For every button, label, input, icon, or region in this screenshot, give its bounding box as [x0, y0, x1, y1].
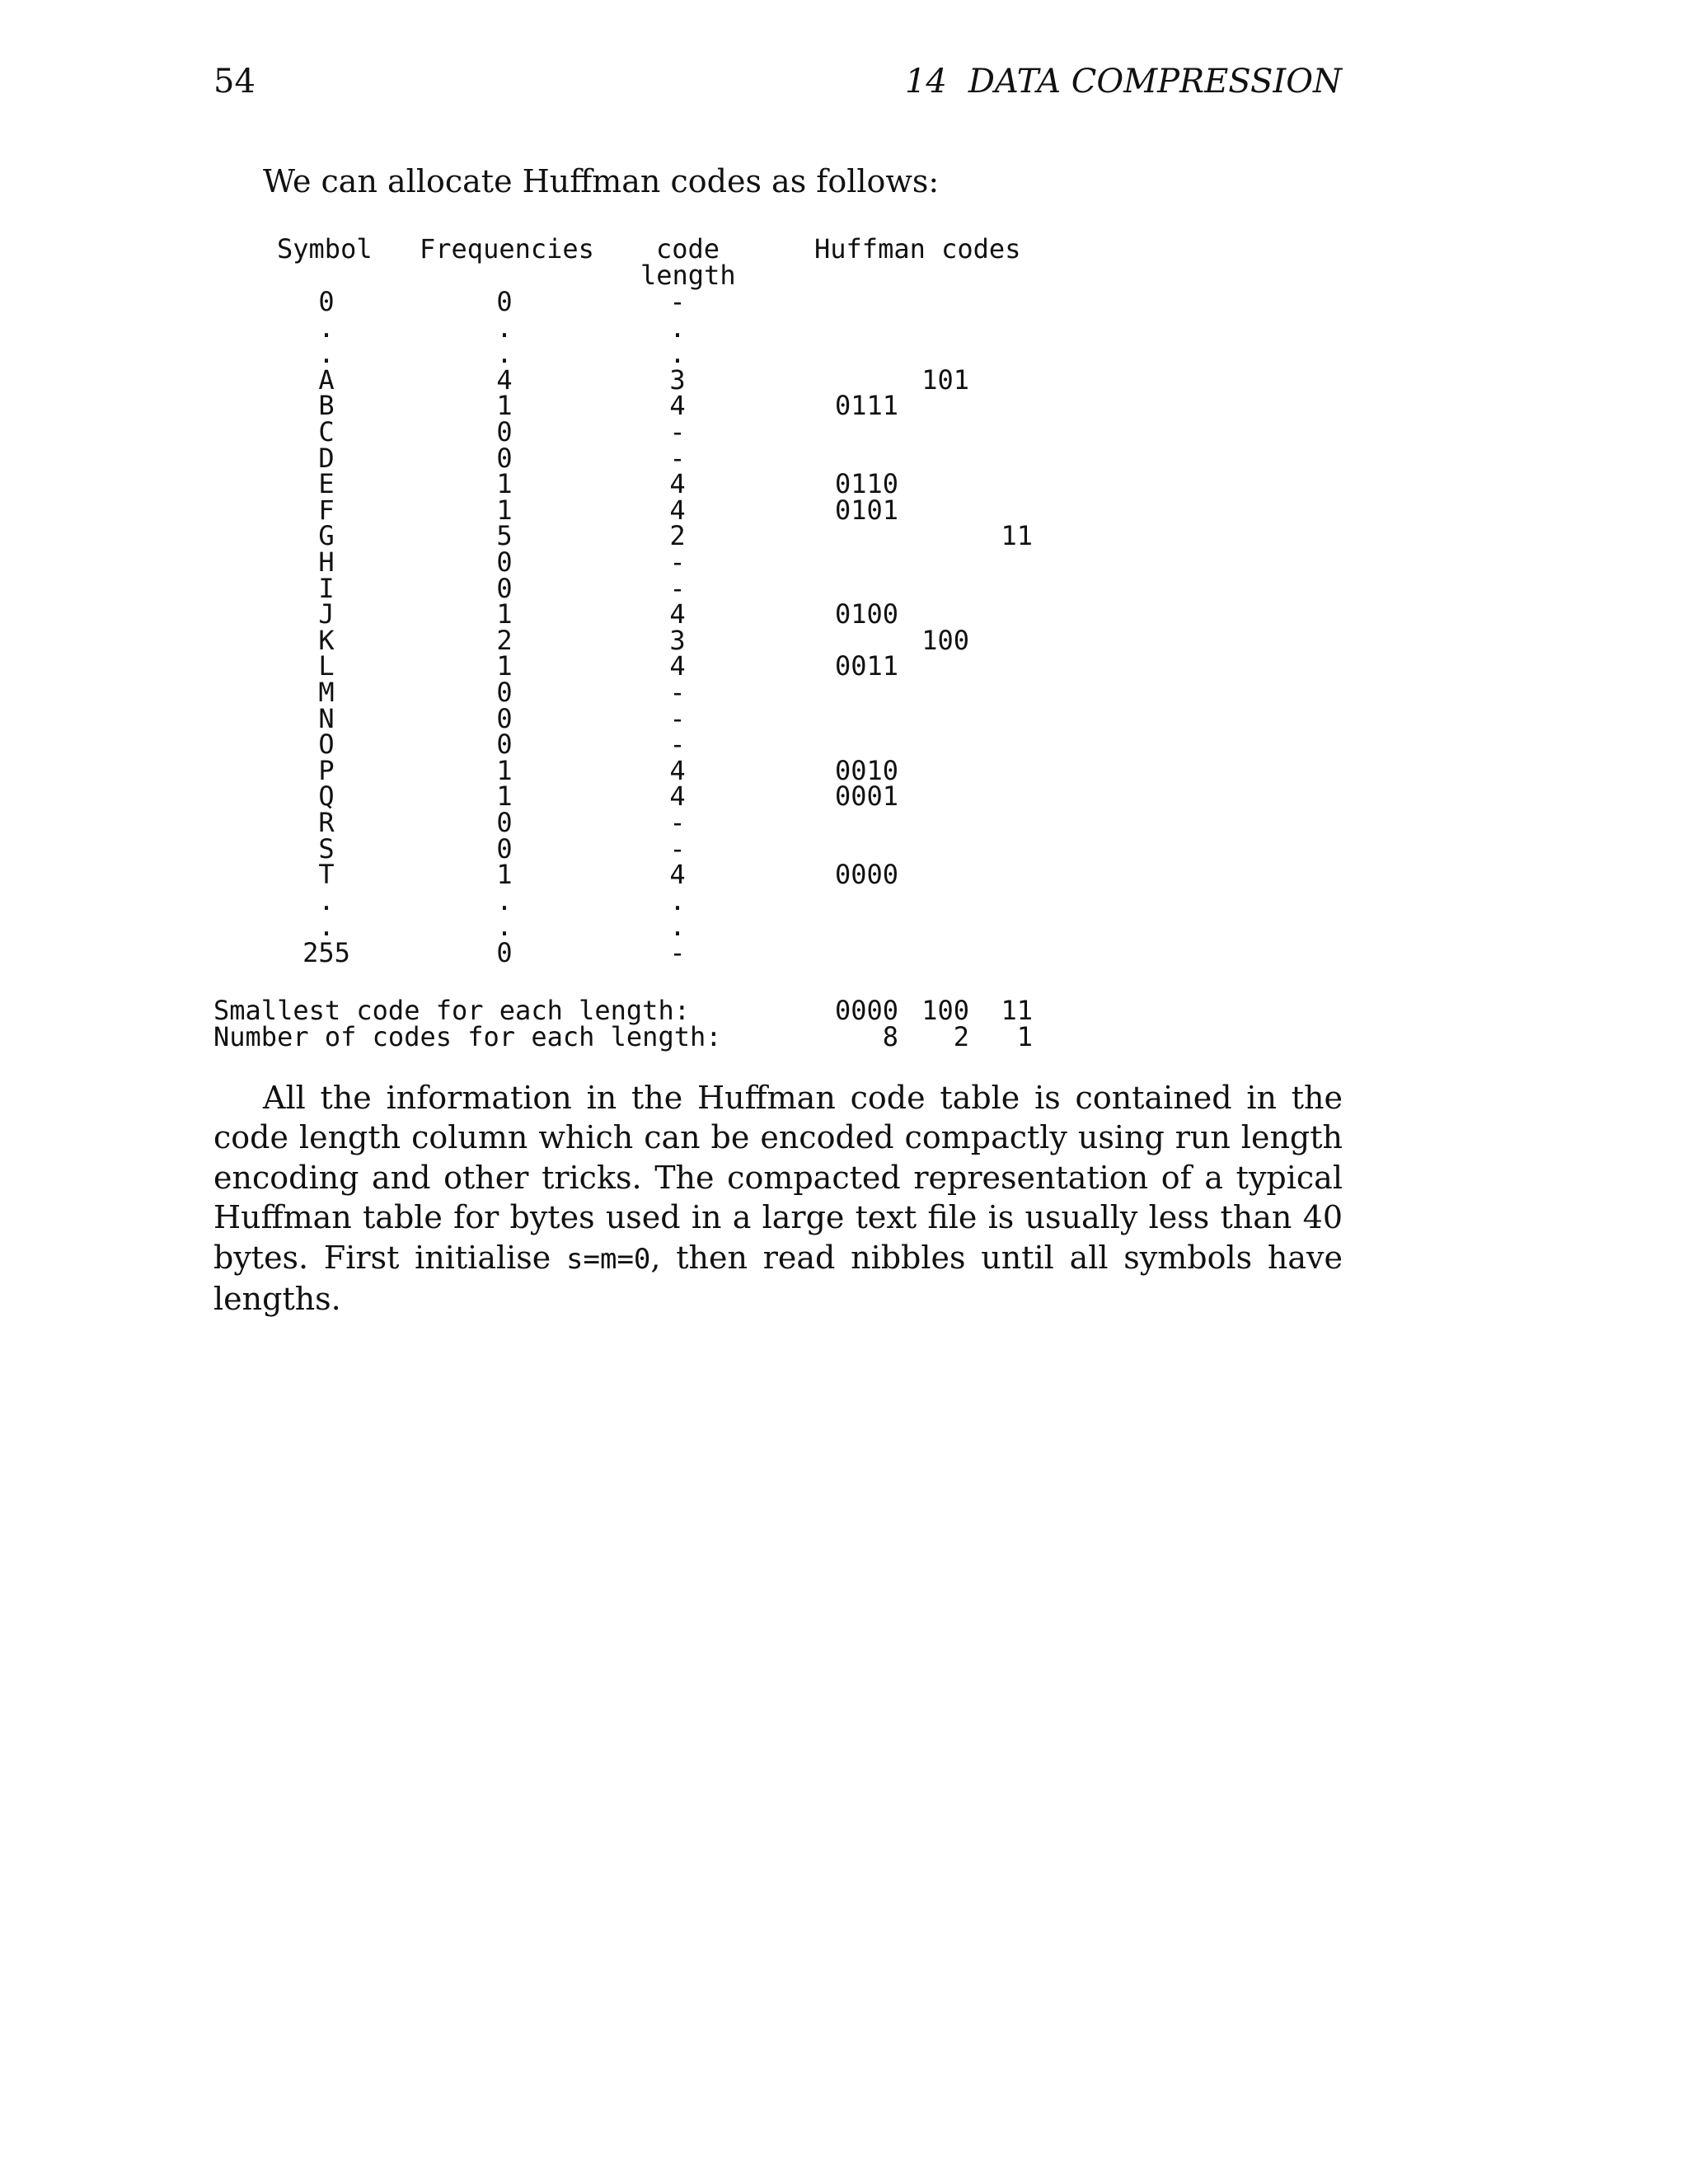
- cell-frequency: 4: [496, 364, 513, 396]
- cell-code-length: 3: [669, 625, 686, 656]
- cell-huffman-code: 0010: [834, 755, 898, 786]
- cell-huffman-code: 0000: [834, 859, 898, 890]
- cell-frequency: 0: [496, 833, 513, 865]
- count-len4: 8: [882, 1021, 898, 1052]
- cell-code-length: -: [669, 416, 686, 448]
- section-title: DATA COMPRESSION: [968, 63, 1342, 101]
- header-code-length-2: length: [640, 260, 736, 291]
- intro-text: We can allocate Huffman codes as follows:: [263, 163, 940, 199]
- cell-huffman-code: 0011: [834, 650, 898, 682]
- cell-symbol: M: [318, 677, 335, 708]
- cell-frequency: 1: [496, 390, 513, 421]
- cell-symbol: R: [318, 807, 335, 838]
- cell-frequency: .: [496, 338, 513, 369]
- cell-code-length: 4: [669, 598, 686, 630]
- cell-symbol: A: [318, 364, 335, 396]
- cell-code-length: 4: [669, 468, 686, 499]
- cell-symbol: I: [318, 573, 335, 604]
- cell-symbol: J: [318, 598, 335, 630]
- cell-symbol: .: [318, 312, 335, 344]
- cell-frequency: 0: [496, 286, 513, 317]
- header-frequencies: Frequencies: [420, 233, 594, 265]
- section-number: 14: [904, 63, 947, 101]
- cell-code-length: -: [669, 807, 686, 838]
- cell-code-length: -: [669, 286, 686, 317]
- cell-code-length: -: [669, 833, 686, 865]
- cell-frequency: 1: [496, 755, 513, 786]
- cell-frequency: 5: [496, 520, 513, 551]
- cell-frequency: 0: [496, 416, 513, 448]
- cell-frequency: 0: [496, 677, 513, 708]
- cell-symbol: B: [318, 390, 335, 421]
- cell-code-length: 4: [669, 859, 686, 890]
- cell-huffman-code: 11: [1001, 520, 1033, 551]
- paragraph-text-1: All the information in the Huffman code table is contained in the code length column which can be encoded compactly using run length encoding and other tricks. The compacted representation of a typical Huffman table for bytes used in a large text file is usually less than 40 bytes. First initialise: [213, 1080, 1343, 1276]
- cell-symbol: D: [318, 443, 335, 474]
- cell-symbol: C: [318, 416, 335, 448]
- smallest-code-len2: 11: [1001, 995, 1033, 1026]
- cell-symbol: L: [318, 650, 335, 682]
- cell-code-length: -: [669, 729, 686, 760]
- cell-huffman-code: 0111: [834, 390, 898, 421]
- cell-frequency: 0: [496, 729, 513, 760]
- cell-frequency: 0: [496, 546, 513, 578]
- cell-frequency: 1: [496, 650, 513, 682]
- paragraph-text-2: , then read nibbles until all symbols have lengths.: [213, 1239, 1343, 1318]
- cell-code-length: 4: [669, 650, 686, 682]
- cell-symbol: N: [318, 703, 335, 734]
- cell-huffman-code: 0110: [834, 468, 898, 499]
- page-number: 54: [213, 63, 256, 101]
- cell-code-length: .: [669, 885, 686, 916]
- cell-frequency: 1: [496, 598, 513, 630]
- cell-symbol: G: [318, 520, 335, 551]
- cell-frequency: 1: [496, 780, 513, 812]
- cell-huffman-code: 101: [921, 364, 969, 396]
- cell-symbol: S: [318, 833, 335, 865]
- cell-code-length: -: [669, 937, 686, 968]
- cell-frequency: .: [496, 312, 513, 344]
- cell-symbol: H: [318, 546, 335, 578]
- smallest-code-len3: 100: [921, 995, 969, 1026]
- count-len3: 2: [953, 1021, 969, 1052]
- inline-code: s=m=0: [566, 1242, 651, 1276]
- cell-huffman-code: 0101: [834, 494, 898, 526]
- cell-frequency: 0: [496, 573, 513, 604]
- cell-frequency: 2: [496, 625, 513, 656]
- count-len2: 1: [1016, 1021, 1033, 1052]
- cell-code-length: 2: [669, 520, 686, 551]
- header-symbol: Symbol: [277, 233, 373, 265]
- cell-huffman-code: 100: [921, 625, 969, 656]
- cell-symbol: K: [318, 625, 335, 656]
- cell-code-length: .: [669, 338, 686, 369]
- cell-code-length: -: [669, 677, 686, 708]
- cell-frequency: 0: [496, 807, 513, 838]
- cell-code-length: .: [669, 911, 686, 942]
- cell-code-length: -: [669, 573, 686, 604]
- number-of-codes-label: Number of codes for each length:: [213, 1021, 722, 1052]
- header-huffman-codes: Huffman codes: [814, 233, 1021, 265]
- cell-symbol: F: [318, 494, 335, 526]
- cell-code-length: -: [669, 703, 686, 734]
- cell-frequency: 0: [496, 443, 513, 474]
- cell-frequency: 1: [496, 468, 513, 499]
- cell-symbol: .: [318, 338, 335, 369]
- cell-code-length: 3: [669, 364, 686, 396]
- cell-symbol: 0: [318, 286, 335, 317]
- cell-frequency: 1: [496, 859, 513, 890]
- cell-symbol: T: [318, 859, 335, 890]
- cell-code-length: 4: [669, 494, 686, 526]
- cell-symbol: Q: [318, 780, 335, 812]
- cell-frequency: .: [496, 885, 513, 916]
- smallest-code-len4: 0000: [834, 995, 898, 1026]
- cell-huffman-code: 0001: [834, 780, 898, 812]
- cell-symbol: 255: [302, 937, 350, 968]
- cell-code-length: 4: [669, 390, 686, 421]
- cell-frequency: 0: [496, 937, 513, 968]
- cell-code-length: 4: [669, 755, 686, 786]
- body-paragraph: [213, 1078, 1343, 1319]
- cell-code-length: -: [669, 546, 686, 578]
- smallest-code-label: Smallest code for each length:: [213, 995, 690, 1026]
- header-code-length-1: code: [656, 233, 720, 265]
- cell-code-length: .: [669, 312, 686, 344]
- running-head: [905, 63, 1342, 101]
- cell-symbol: E: [318, 468, 335, 499]
- cell-huffman-code: 0100: [834, 598, 898, 630]
- cell-code-length: 4: [669, 780, 686, 812]
- cell-frequency: 0: [496, 703, 513, 734]
- cell-symbol: .: [318, 885, 335, 916]
- cell-symbol: P: [318, 755, 335, 786]
- cell-frequency: 1: [496, 494, 513, 526]
- cell-symbol: .: [318, 911, 335, 942]
- cell-frequency: .: [496, 911, 513, 942]
- cell-symbol: O: [318, 729, 335, 760]
- cell-code-length: -: [669, 443, 686, 474]
